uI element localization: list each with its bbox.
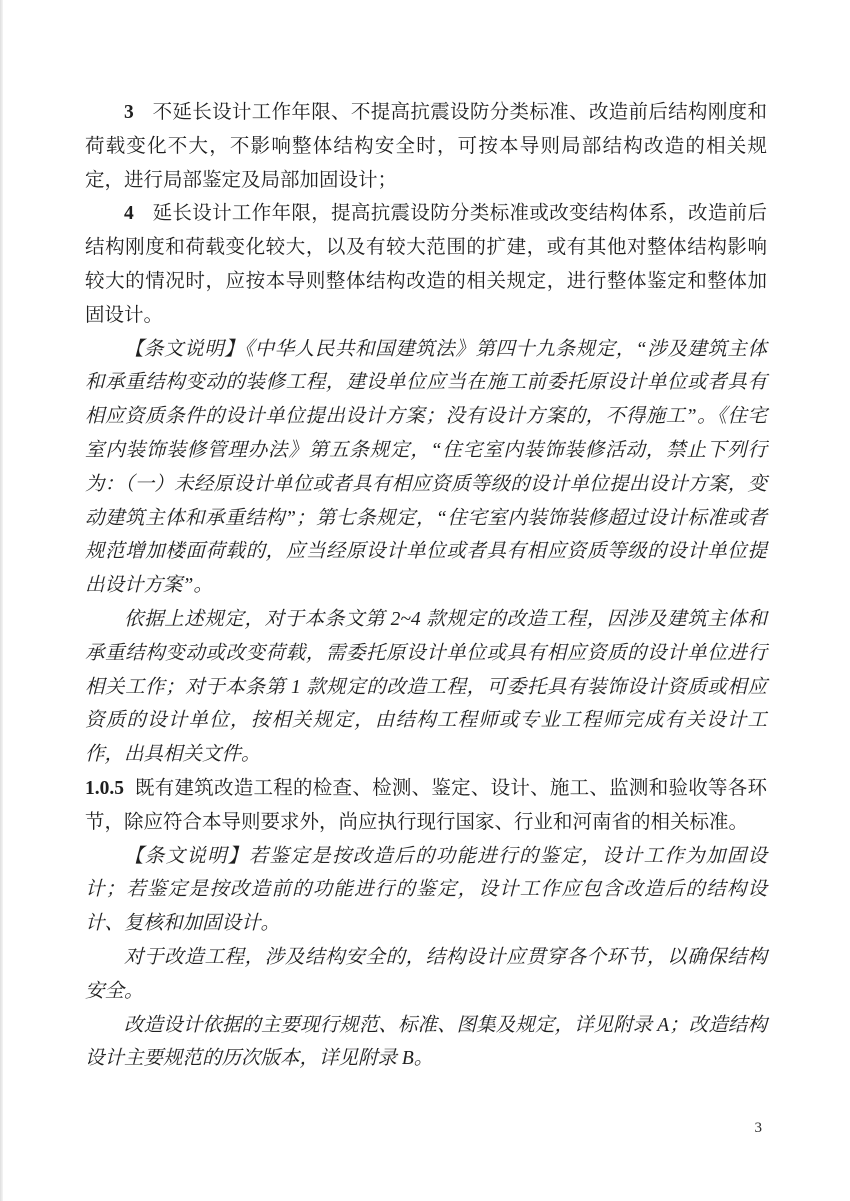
commentary-paragraph	[85, 603, 767, 772]
section-text: 既有建筑改造工程的检查、检测、鉴定、设计、施工、监测和验收等各环节，除应符合本导则要求外，尚应执行现行国家、行业和河南省的相关标准。	[85, 777, 767, 833]
commentary-text: 依据上述规定，对于本条文第 2~4 款规定的改造工程，因涉及建筑主体和承重结构变动或改变荷载，需委托原设计单位或具有相应资质的设计单位进行相关工作；对于本条第 1 款规定的改造工程，可委托具有装饰设计资质或相应资质的设计单位，按相关规定，由结构工程师或专业工程师完成有关设计工作，出具相关文件。	[85, 608, 767, 766]
page-number: 3	[754, 1120, 762, 1136]
clause-item-text: 不延长设计工作年限、不提高抗震设防分类标准、改造前后结构刚度和荷载变化不大，不影响整体结构安全时，可按本导则局部结构改造的相关规定，进行局部鉴定及局部加固设计；	[85, 102, 767, 191]
document-body	[85, 96, 767, 1076]
commentary-text: 【条文说明】《中华人民共和国建筑法》第四十九条规定，“涉及建筑主体和承重结构变动的装修工程，建设单位应当在施工前委托原设计单位或者具有相应资质条件的设计单位提出设计方案；没有设计方案的，不得施工”。《住宅室内装饰装修管理办法》第五条规定，“住宅室内装饰装修活动，禁止下列行为：（一）未经原设计单位或者具有相应资质等级的设计单位提出设计方案，变动建筑主体和承重结构”；第七条规定，“住宅室内装饰装修超过设计标准或者规范增加楼面荷载的，应当经原设计单位或者具有相应资质等级的设计单位提出设计方案”。	[85, 338, 767, 597]
commentary-text: 【条文说明】若鉴定是按改造后的功能进行的鉴定，设计工作为加固设计；若鉴定是按改造前的功能进行的鉴定，设计工作应包含改造后的结构设计、复核和加固设计。	[85, 845, 767, 935]
section-1-0-5	[85, 772, 767, 840]
section-number: 1.0.5	[85, 777, 124, 799]
clause-item-number: 3	[124, 102, 134, 123]
clause-item-4	[85, 197, 767, 332]
commentary-paragraph	[85, 941, 767, 1009]
clause-item-3	[85, 96, 767, 197]
commentary-paragraph	[85, 333, 767, 603]
commentary-text: 对于改造工程，涉及结构安全的，结构设计应贯穿各个环节，以确保结构安全。	[85, 946, 767, 1002]
commentary-paragraph	[85, 840, 767, 941]
clause-item-text: 延长设计工作年限，提高抗震设防分类标准或改变结构体系，改造前后结构刚度和荷载变化较大，以及有较大范围的扩建，或有其他对整体结构影响较大的情况时，应按本导则整体结构改造的相关规定，进行整体鉴定和整体加固设计。	[85, 203, 767, 326]
commentary-text: 改造设计依据的主要现行规范、标准、图集及规定，详见附录 A；改造结构设计主要规范的历次版本，详见附录 B。	[85, 1014, 767, 1070]
scan-edge-artifact	[0, 0, 3, 1201]
clause-item-number: 4	[124, 203, 134, 225]
commentary-paragraph	[85, 1009, 767, 1077]
